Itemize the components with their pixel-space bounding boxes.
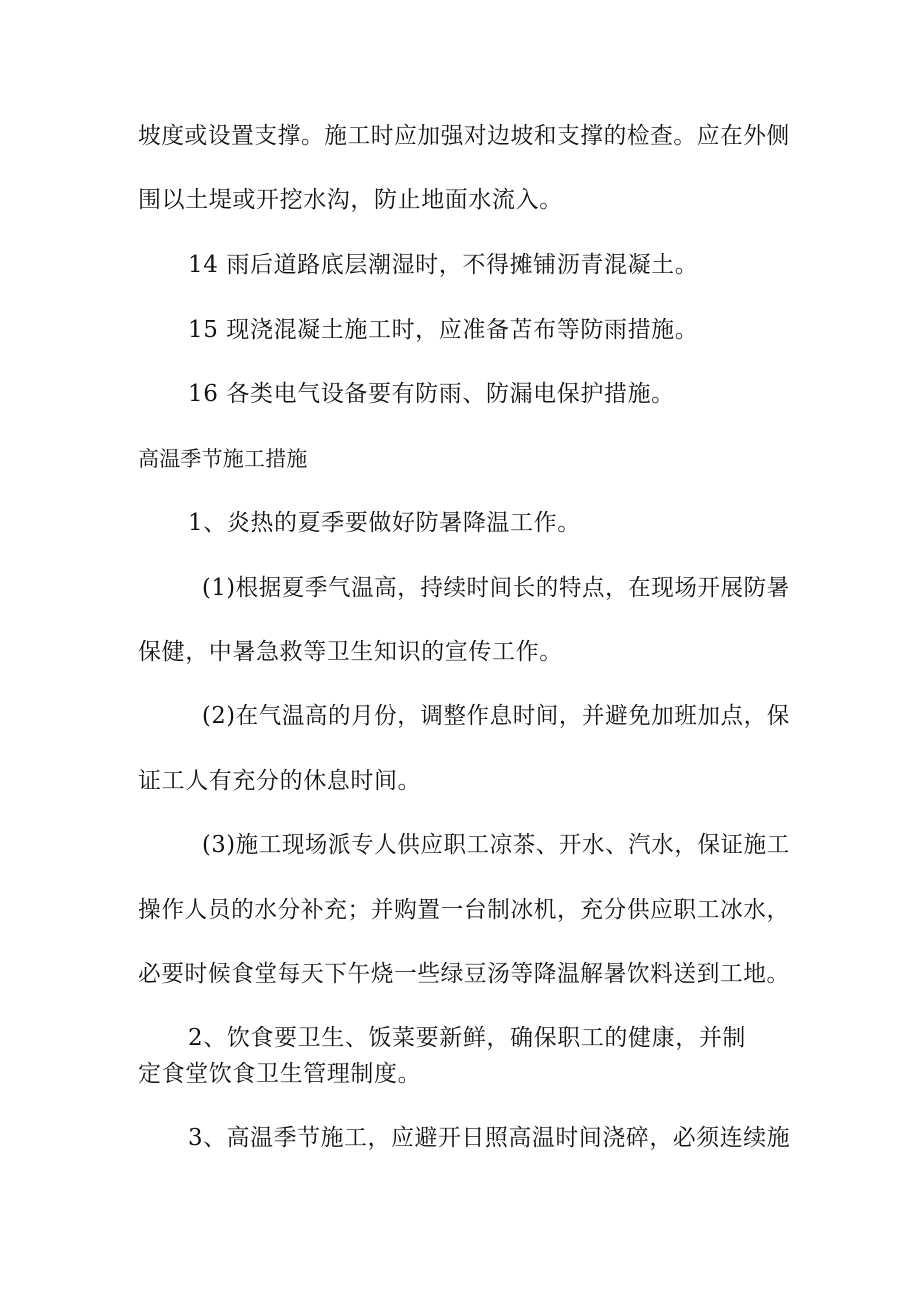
text-line-11: 证工人有充分的休息时间。 [138, 768, 422, 794]
text-line-10: (2)在气温高的月份，调整作息时间，并避免加班加点，保 [202, 703, 790, 729]
text-line-4: 15 现浇混凝土施工时，应准备苫布等防雨措施。 [188, 317, 699, 343]
text-line-1: 坡度或设置支撑。施工时应加强对边坡和支撑的检查。应在外侧 [138, 123, 790, 149]
text-line-17: 3、高温季节施工，应避开日照高温时间浇碎，必须连续施 [188, 1125, 791, 1151]
text-line-16: 定食堂饮食卫生管理制度。 [138, 1061, 422, 1087]
text-line-12: (3)施工现场派专人供应职工凉茶、开水、汽水，保证施工 [202, 832, 790, 858]
text-line-5: 16 各类电气设备要有防雨、防漏电保护措施。 [188, 381, 675, 407]
text-line-2: 围以土堤或开挖水沟，防止地面水流入。 [138, 187, 563, 213]
section-heading: 高温季节施工措施 [138, 447, 308, 471]
text-line-8: (1)根据夏季气温高，持续时间长的特点，在现场开展防暑 [202, 575, 790, 601]
text-line-14: 必要时候食堂每天下午烧一些绿豆汤等降温解暑饮料送到工地。 [138, 961, 790, 987]
text-line-7: 1、炎热的夏季要做好防暑降温工作。 [188, 510, 581, 536]
text-line-15: 2、饮食要卫生、饭菜要新鲜，确保职工的健康，并制 [188, 1025, 747, 1051]
text-line-9: 保健，中暑急救等卫生知识的宣传工作。 [138, 639, 563, 665]
text-line-13: 操作人员的水分补充；并购置一台制冰机，充分供应职工冰水， [138, 897, 790, 923]
text-line-3: 14 雨后道路底层潮湿时，不得摊铺沥青混凝土。 [188, 252, 699, 278]
